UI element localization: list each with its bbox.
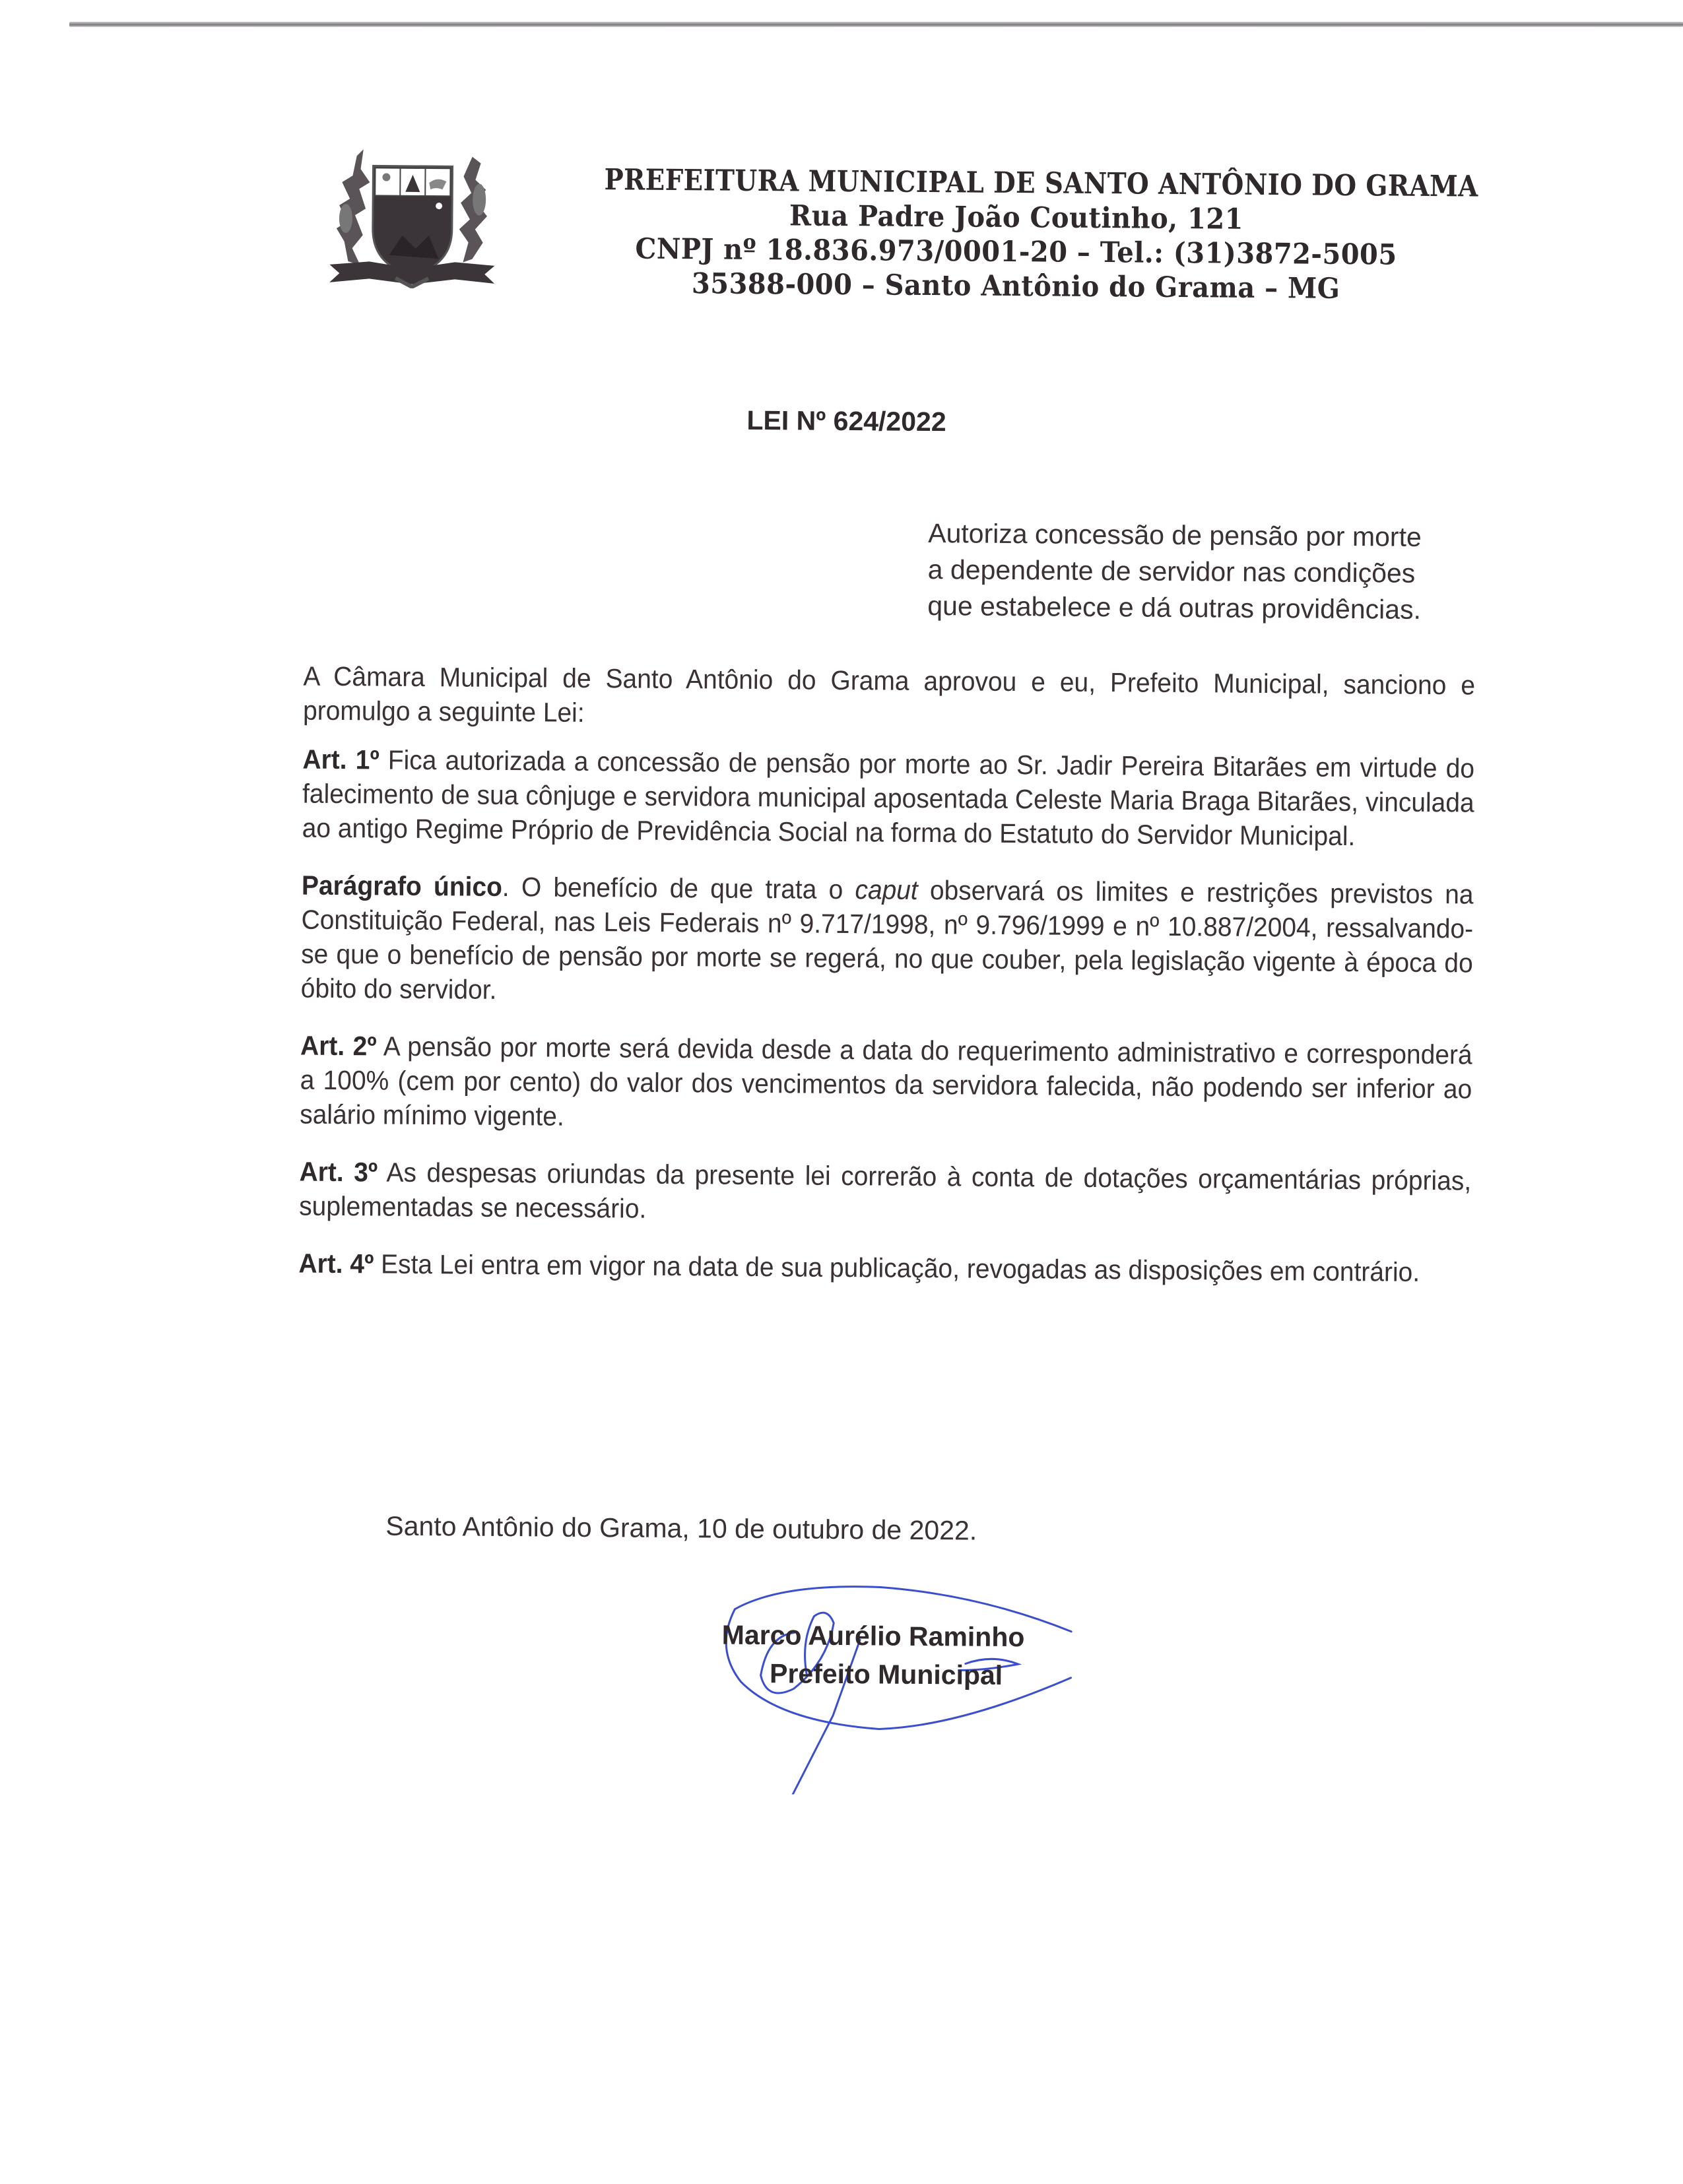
article-text: As despesas oriundas da presente lei correrão à conta de dotações orçamentárias próprias, suplementadas se necessário. xyxy=(299,1157,1471,1224)
letterhead-address: Rua Padre João Coutinho, 121 xyxy=(580,197,1452,238)
signatory-role: Prefeito Municipal xyxy=(675,1654,1097,1695)
law-body xyxy=(298,659,1475,1313)
article-2 xyxy=(300,1029,1472,1141)
signatory-name: Marco Aurélio Raminho xyxy=(649,1615,1098,1657)
article-text: observará os limites e restrições previstos na Constituição Federal, nas Leis Federais nº 9.717/1998, nº 9.796/1999 e nº 10.887/2004, ressalvando-se que o benefício de pensão por morte se regerá, no que couber, pela legislação vigente à época do óbito do servidor. xyxy=(301,875,1474,1005)
ementa-line: a dependente de servidor nas condições xyxy=(928,552,1482,593)
article-text: Fica autorizada a concessão de pensão por morte ao Sr. Jadir Pereira Bitarães em virtude do falecimento de sua cônjuge e servidora municipal aposentada Celeste Maria Braga Bitarães, vinculada ao antigo Regime Próprio de Previdência Social na forma do Estatuto do Servidor Municipal. xyxy=(302,745,1475,852)
article-label: Art. 1º xyxy=(302,744,380,775)
article-3 xyxy=(299,1155,1471,1233)
article-label: Art. 3º xyxy=(299,1157,378,1188)
signature-block xyxy=(675,1615,1098,1695)
article-text: A pensão por morte será devida desde a data do requerimento administrativo e corresponderá a 100% (cem por cento) do valor dos vencimentos da servidora falecida, não podendo ser inferior ao salário mínimo vigente. xyxy=(300,1031,1472,1132)
ementa-line: Autoriza concessão de pensão por morte xyxy=(928,515,1482,556)
letterhead-cep-city: 35388-000 – Santo Antônio do Grama – MG xyxy=(580,266,1452,307)
article-text: Esta Lei entra em vigor na data de sua publicação, revogadas as disposições em contrário. xyxy=(381,1249,1420,1287)
paragrafo-unico xyxy=(301,868,1474,1015)
dateline: Santo Antônio do Grama, 10 de outubro de 2022. xyxy=(385,1511,977,1547)
letterhead xyxy=(547,162,1486,307)
article-label: Parágrafo único xyxy=(302,870,502,902)
article-label: Art. 2º xyxy=(300,1031,377,1062)
article-1 xyxy=(302,742,1474,854)
caput-term: caput xyxy=(855,874,918,905)
law-title: LEI Nº 624/2022 xyxy=(5,399,1683,443)
letterhead-cnpj-phone: CNPJ nº 18.836.973/0001-20 – Tel.: (31)3872-5005 xyxy=(580,232,1452,273)
article-label: Art. 4º xyxy=(298,1248,374,1279)
ementa-line: que estabelece e dá outras providências. xyxy=(927,588,1482,629)
letterhead-title: PREFEITURA MUNICIPAL DE SANTO ANTÔNIO DO GRAMA xyxy=(604,163,1429,204)
coat-of-arms-icon xyxy=(316,143,506,289)
article-text: . O benefício de que trata o xyxy=(502,872,855,905)
preamble: A Câmara Municipal de Santo Antônio do Grama aprovou e eu, Prefeito Municipal, sanciono e promulgo a seguinte Lei: xyxy=(303,659,1475,737)
article-4 xyxy=(298,1246,1470,1290)
law-ementa xyxy=(927,515,1482,629)
